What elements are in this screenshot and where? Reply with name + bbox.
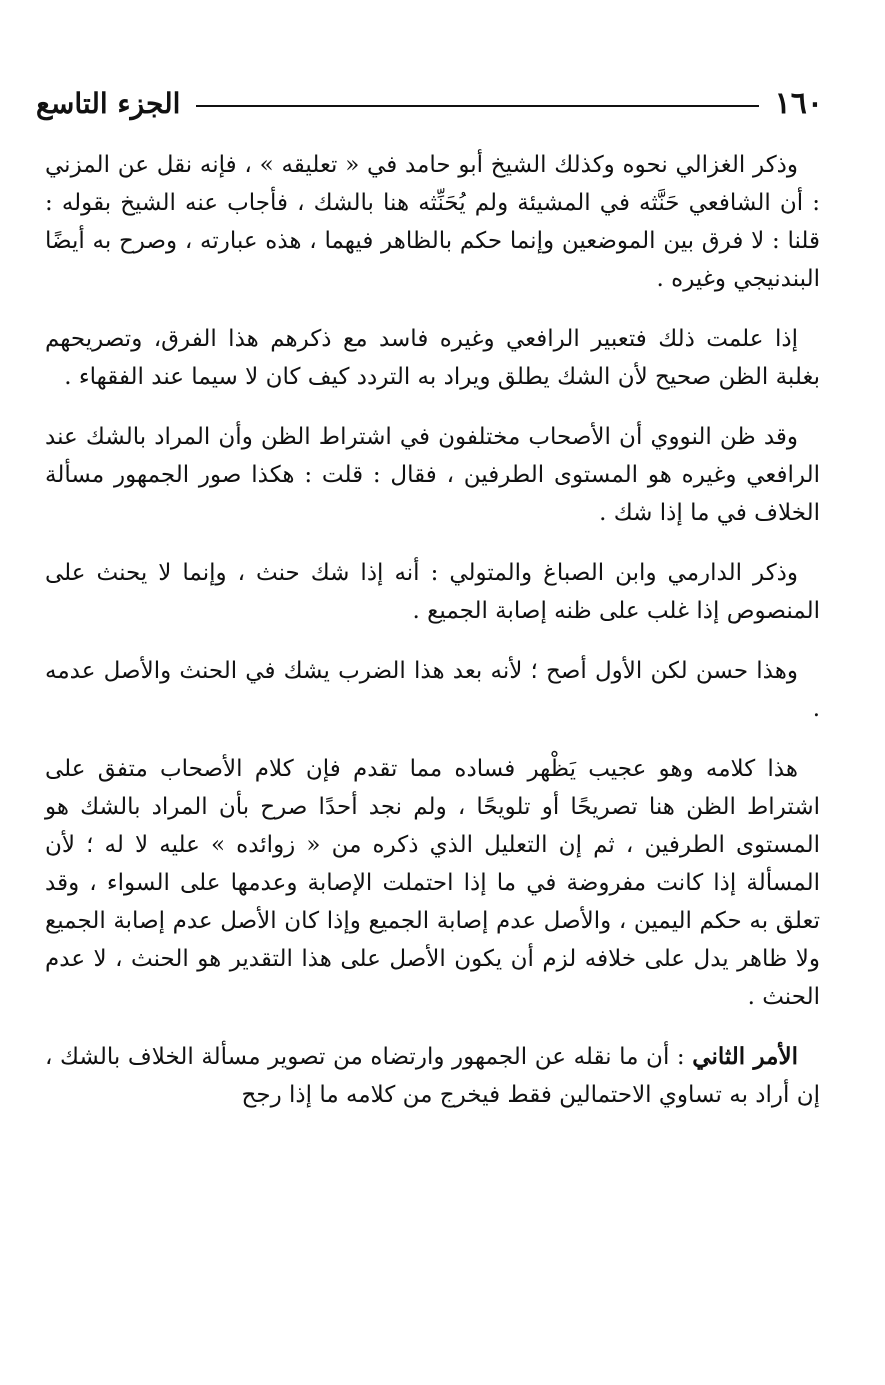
page-number: ١٦٠ [774,85,823,121]
paragraph-3: وقد ظن النووي أن الأصحاب مختلفون في اشتراط الظن وأن المراد بالشك عند الرافعي وغيره هو المستوى الطرفين ، فقال : قلت : هكذا صور الجمهور مسألة الخلاف في ما إذا شك . [45,424,820,526]
paragraph-lead: الأمر الثاني [692,1043,799,1070]
volume-title: الجزء التاسع [36,86,181,120]
paragraph-7-text: : أن ما نقله عن الجمهور وارتضاه من تصوير مسألة الخلاف بالشك ، إن أراد به تساوي الاحتمالين فقط فيخرج من كلامه ما إذا رجح [45,1044,820,1108]
paragraph-5: وهذا حسن لكن الأول أصح ؛ لأنه بعد هذا الضرب يشك في الحنث والأصل عدمه . [45,658,820,722]
paragraph-7 [45,1038,820,1114]
header-rule [196,105,758,107]
paragraph-4: وذكر الدارمي وابن الصباغ والمتولي : أنه إذا شك حنث ، وإنما لا يحنث على المنصوص إذا غلب على ظنه إصابة الجميع . [45,560,820,624]
paragraph-1: وذكر الغزالي نحوه وكذلك الشيخ أبو حامد في « تعليقه » ، فإنه نقل عن المزني : أن الشافعي حَنَّثه في المشيئة ولم يُحَنِّثه هنا بالشك ، فأجاب عنه الشيخ بقوله : قلنا : لا فرق بين الموضعين وإنما حكم بالظاهر فيهما ، هذه عبارته ، وصرح به أيضًا البندنيجي وغيره . [45,152,820,292]
page-header [36,80,823,126]
paragraph-6: هذا كلامه وهو عجيب يَظْهر فساده مما تقدم فإن كلام الأصحاب متفق على اشتراط الظن هنا تصريحًا أو تلويحًا ، ولم نجد أحدًا صرح بأن المراد بالشك هو المستوى الطرفين ، ثم إن التعليل الذي ذكره من « زوائده » عليه لا له ؛ لأن المسألة إذا كانت مفروضة في ما إذا احتملت الإصابة وعدمها على السواء ، وقد تعلق به حكم اليمين ، والأصل عدم إصابة الجميع وإذا كان الأصل عدم إصابة الجميع ولا ظاهر يدل على خلافه لزم أن يكون الأصل على هذا التقدير هو الحنث ، لا عدم الحنث . [45,756,820,1010]
page-body [45,146,820,1114]
paragraph-2: إذا علمت ذلك فتعبير الرافعي وغيره فاسد مع ذكرهم هذا الفرق، وتصريحهم بغلبة الظن صحيح لأن الشك يطلق ويراد به التردد كيف كان لا سيما عند الفقهاء . [45,326,820,390]
